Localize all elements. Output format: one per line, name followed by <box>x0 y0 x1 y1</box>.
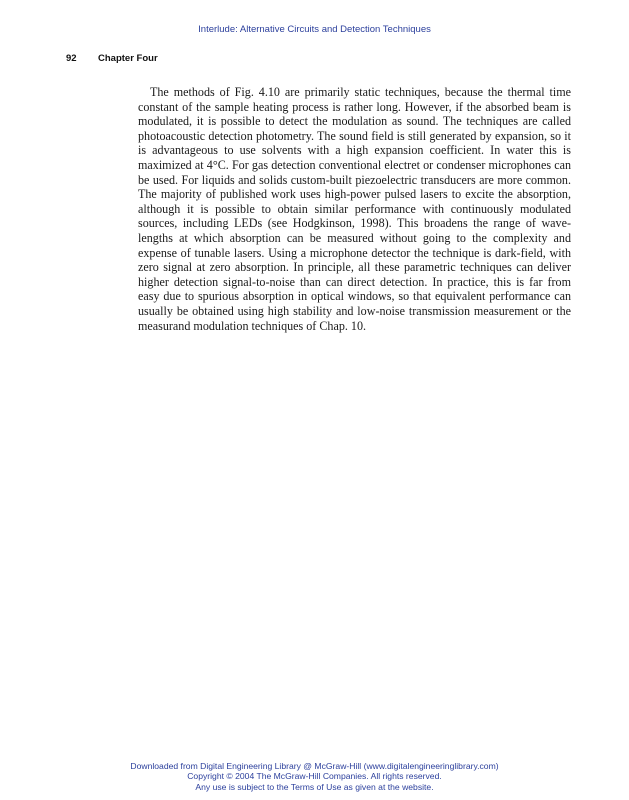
page-header <box>66 53 158 64</box>
body-paragraph: The methods of Fig. 4.10 are primarily static techniques, because the thermal time constant of the sample heating process is rather long. However, if the absorbed beam is modulated, it is possible to detect the modulation as sound. The techniques are called photoacoustic detection photometry. The sound field is still generated by expansion, so it is advantageous to use solvents with a high expansion coefficient. In water this is maximized at 4°C. For gas detection conventional electret or condenser microphones can be used. For liquids and solids custom-built piezoelectric transducers are more common. The majority of published work uses high-power pulsed lasers to excite the absorption, although it is possible to obtain similar performance with continuously modulated sources, including LEDs (see Hodgkinson, 1998). This broadens the range of wavelengths at which absorption can be measured without going to the complexity and expense of tunable lasers. Using a microphone detector the technique is dark-field, with zero signal at zero absorption. In principle, all these parametric techniques can deliver higher detection signal-to-noise than can direct detection. In practice, this is far from easy due to spurious absorption in optical windows, so that equivalent performance can usually be obtained using high stability and low-noise transmission measurement or the measurand modulation techniques of Chap. 10. <box>138 85 571 333</box>
chapter-title: Chapter Four <box>98 53 158 64</box>
footer-terms: Any use is subject to the Terms of Use as given at the website. <box>195 781 434 792</box>
footer <box>0 761 629 792</box>
page-number: 92 <box>66 53 77 64</box>
footer-copyright: Copyright © 2004 The McGraw-Hill Companies. All rights reserved. <box>187 771 442 782</box>
running-head: Interlude: Alternative Circuits and Detection Techniques <box>198 24 431 35</box>
footer-download-notice: Downloaded from Digital Engineering Library @ McGraw-Hill (www.digitalengineeringlibrary.com) <box>130 761 499 771</box>
